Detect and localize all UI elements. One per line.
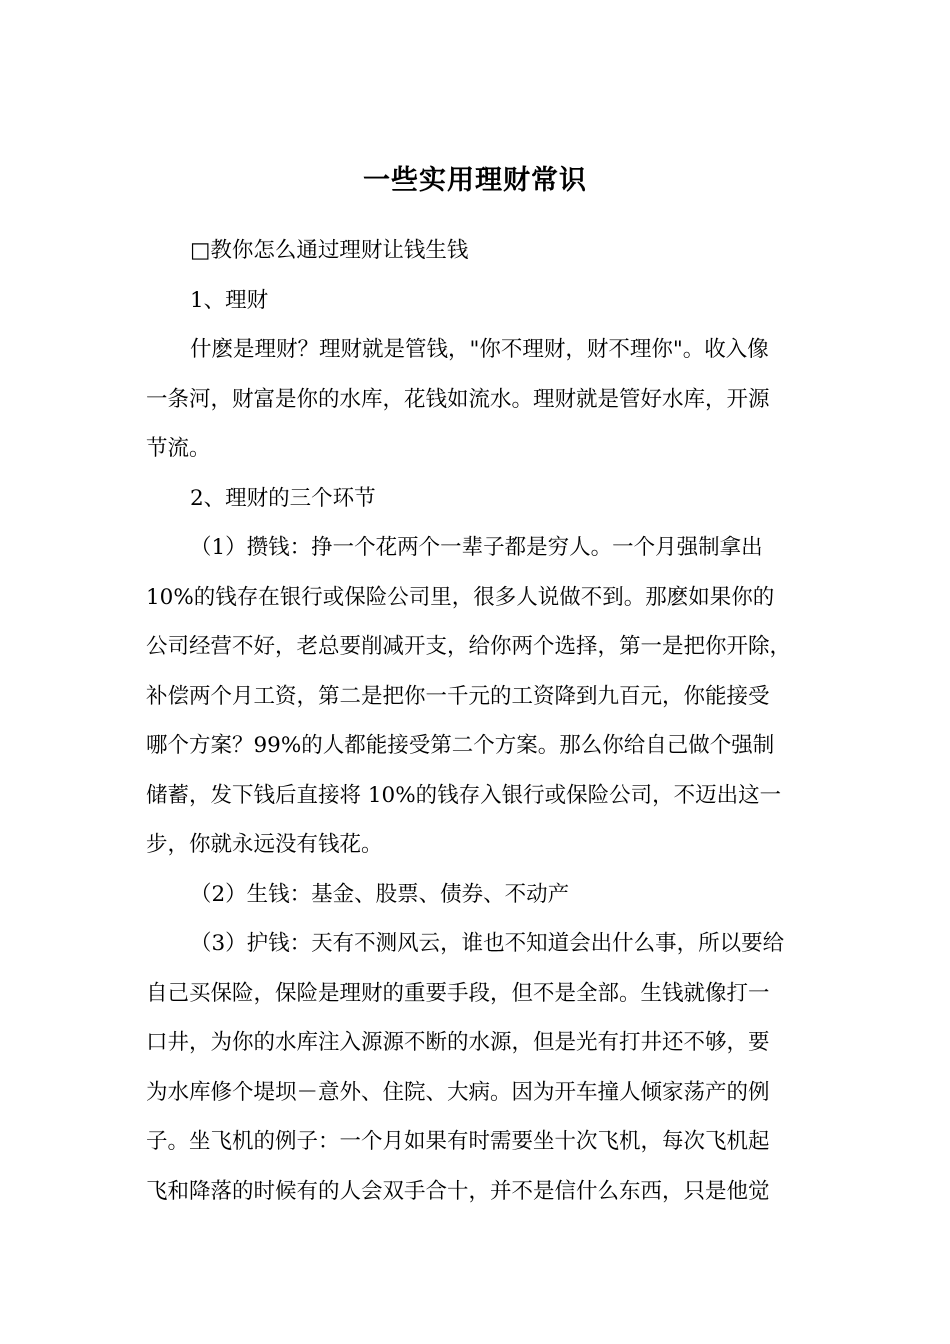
paragraph-line: 哪个方案？99%的人都能接受第二个方案。那么你给自己做个强制 — [146, 733, 775, 758]
section-heading: 2、理财的三个环节 — [190, 486, 376, 511]
paragraph-line: 一条河，财富是你的水库，花钱如流水。理财就是管好水库，开源 — [146, 387, 770, 412]
paragraph-line: （3）护钱：天有不测风云，谁也不知道会出什么事，所以要给 — [190, 931, 785, 956]
paragraph-line: 10%的钱存在银行或保险公司里，很多人说做不到。那麽如果你的 — [146, 585, 775, 610]
paragraph-line: （1）攒钱：挣一个花两个一辈子都是穷人。一个月强制拿出 — [190, 535, 763, 560]
paragraph-line: （2）生钱：基金、股票、债券、不动产 — [190, 882, 570, 907]
paragraph-line: 节流。 — [146, 436, 211, 461]
paragraph-line: 公司经营不好，老总要削减开支，给你两个选择，第一是把你开除， — [146, 634, 792, 659]
paragraph-line: □教你怎么通过理财让钱生钱 — [190, 238, 469, 263]
paragraph-line: 什麽是理财？理财就是管钱，"你不理财，财不理你"。收入像 — [190, 337, 769, 362]
paragraph-line: 口井，为你的水库注入源源不断的水源，但是光有打井还不够，要 — [146, 1030, 770, 1055]
paragraph-line: 为水库修个堤坝－意外、住院、大病。因为开车撞人倾家荡产的例 — [146, 1080, 770, 1105]
paragraph-line: 补偿两个月工资，第二是把你一千元的工资降到九百元，你能接受 — [146, 684, 770, 709]
paragraph-line: 储蓄，发下钱后直接将 10%的钱存入银行或保险公司，不迈出这一 — [146, 783, 782, 808]
document-title: 一些实用理财常识 — [363, 165, 587, 196]
paragraph-line: 步，你就永远没有钱花。 — [146, 832, 383, 857]
paragraph-line: 自己买保险，保险是理财的重要手段，但不是全部。生钱就像打一 — [146, 981, 770, 1006]
section-heading: 1、理财 — [190, 288, 269, 313]
paragraph-line: 飞和降落的时候有的人会双手合十，并不是信什么东西，只是他觉 — [146, 1179, 770, 1204]
paragraph-line: 子。坐飞机的例子：一个月如果有时需要坐十次飞机，每次飞机起 — [146, 1129, 770, 1154]
